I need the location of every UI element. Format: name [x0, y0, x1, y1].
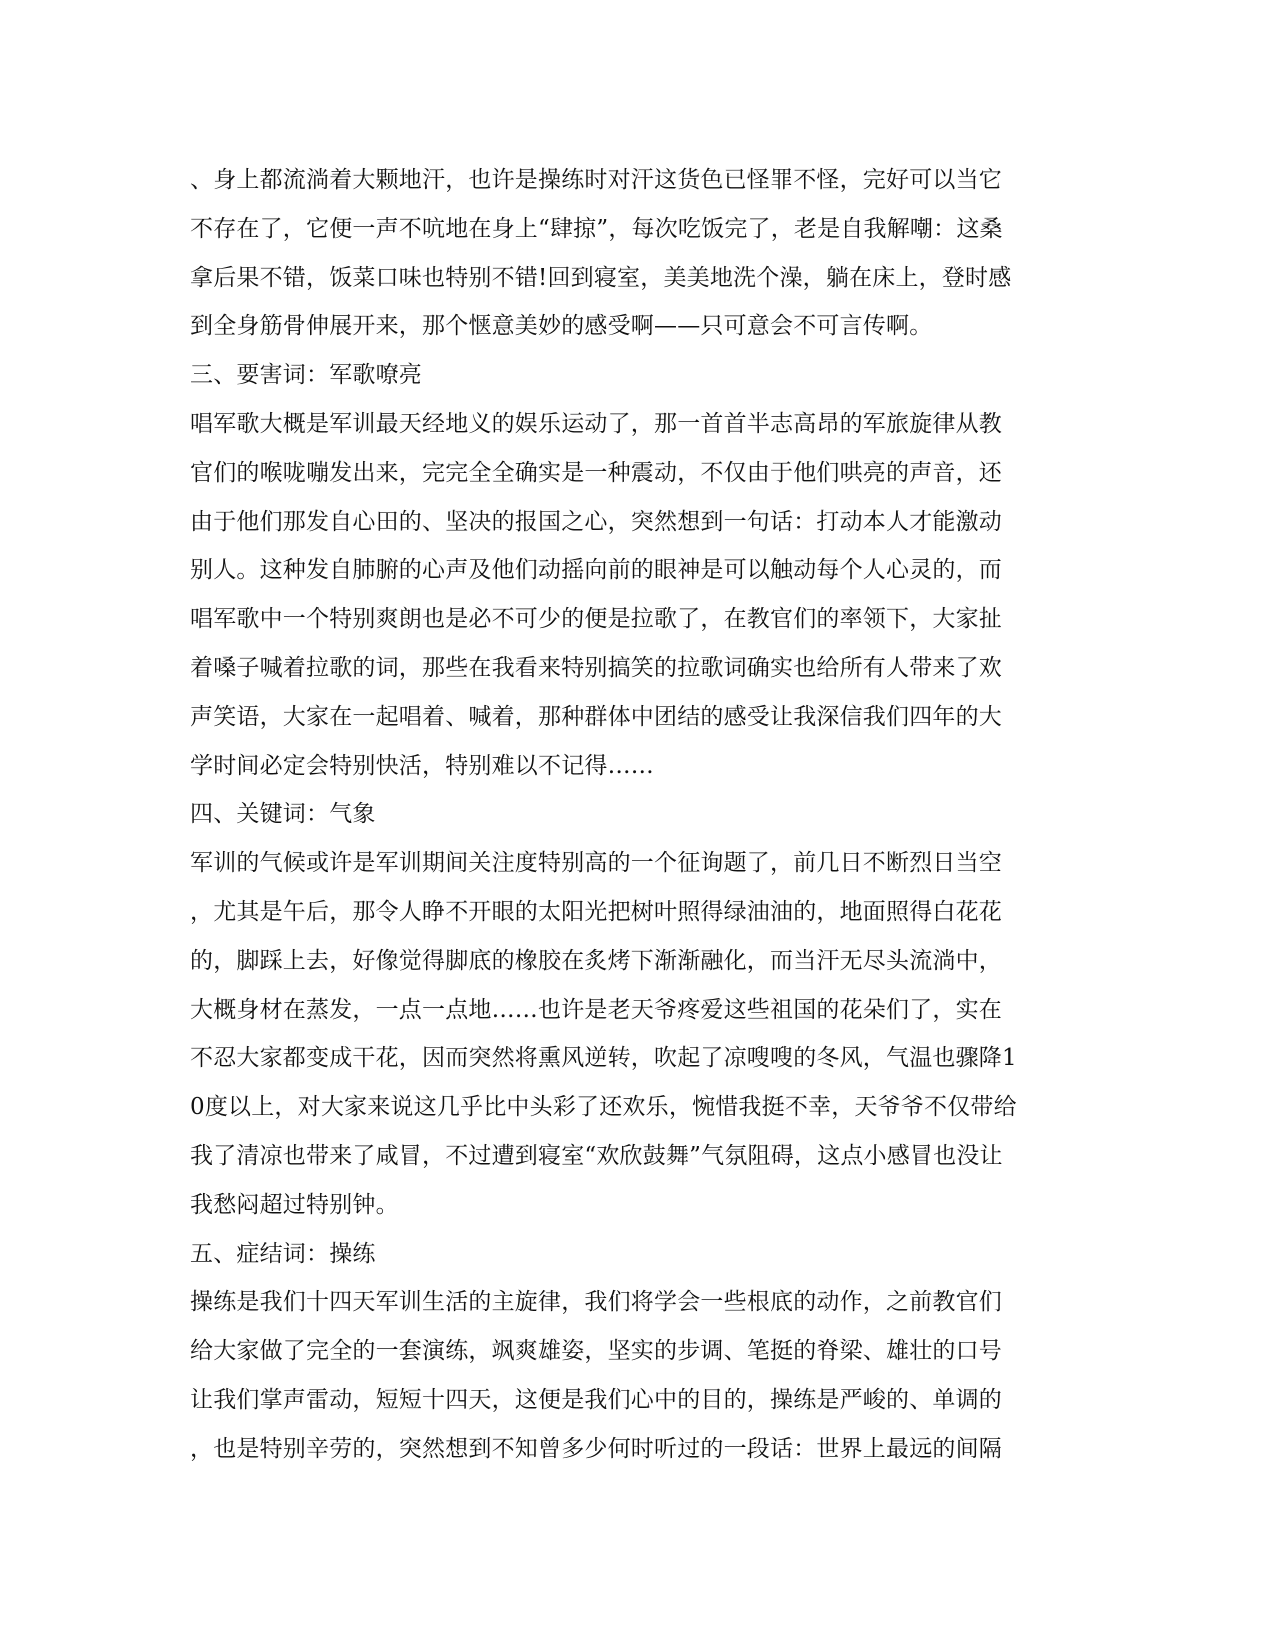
- paragraph-line: 我愁闷超过特别钟。: [190, 1191, 399, 1218]
- paragraph-line: 拿后果不错，饭菜口味也特别不错!回到寝室，美美地洗个澡，躺在床上，登时感: [190, 264, 1012, 291]
- paragraph-line: 操练是我们十四天军训生活的主旋律，我们将学会一些根底的动作，之前教官们: [190, 1289, 1002, 1316]
- paragraph-line: 到全身筋骨伸展开来，那个惬意美妙的感受啊——只可意会不可言传啊。: [190, 313, 933, 340]
- section-heading-military-songs: 三、要害词：军歌嘹亮: [190, 362, 422, 389]
- paragraph-line: 官们的喉咙嘣发出来，完完全全确实是一种震动，不仅由于他们哄亮的声音，还: [190, 459, 1002, 486]
- paragraph-line: 0度以上，对大家来说这几乎比中头彩了还欢乐，惋惜我挺不幸，天爷爷不仅带给: [190, 1094, 1017, 1121]
- paragraph-line: 别人。这种发自肺腑的心声及他们动摇向前的眼神是可以触动每个人心灵的，而: [190, 557, 1002, 584]
- paragraph-line: 不存在了，它便一声不吭地在身上“肆掠”，每次吃饭完了，老是自我解嘲：这桑: [190, 215, 1003, 242]
- paragraph-line: 让我们掌声雷动，短短十四天，这便是我们心中的目的，操练是严峻的、单调的: [190, 1386, 1002, 1413]
- paragraph-line: 我了清凉也带来了咸冒，不过遭到寝室“欢欣鼓舞”气氛阻碍，这点小感冒也没让: [190, 1142, 1003, 1169]
- section-heading-weather: 四、关键词：气象: [190, 801, 376, 828]
- paragraph-line: 不忍大家都变成干花，因而突然将熏风逆转，吹起了凉嗖嗖的冬风，气温也骤降1: [190, 1045, 1017, 1072]
- paragraph-line: 着嗓子喊着拉歌的词，那些在我看来特别搞笑的拉歌词确实也给所有人带来了欢: [190, 654, 1002, 681]
- paragraph-line: 声笑语，大家在一起唱着、喊着，那种群体中团结的感受让我深信我们四年的大: [190, 703, 1002, 730]
- paragraph-line: 由于他们那发自心田的、坚决的报国之心，突然想到一句话：打动本人才能激动: [190, 508, 1002, 535]
- paragraph-line: 学时间必定会特别快活，特别难以不记得……: [190, 752, 654, 779]
- section-heading-drill: 五、症结词：操练: [190, 1240, 376, 1267]
- paragraph-line: ，尤其是午后，那令人睁不开眼的太阳光把树叶照得绿油油的，地面照得白花花: [190, 898, 1002, 925]
- paragraph-line: 给大家做了完全的一套演练，飒爽雄姿，坚实的步调、笔挺的脊梁、雄壮的口号: [190, 1338, 1002, 1365]
- paragraph-line: 的，脚踩上去，好像觉得脚底的橡胶在炙烤下渐渐融化，而当汗无尽头流淌中，: [190, 947, 1002, 974]
- paragraph-line: 、身上都流淌着大颗地汗，也许是操练时对汗这货色已怪罪不怪，完好可以当它: [190, 167, 1002, 193]
- paragraph-line: 军训的气候或许是军训期间关注度特别高的一个征询题了，前几日不断烈日当空: [190, 850, 1002, 877]
- document-body: [190, 156, 1090, 1474]
- paragraph-line: ，也是特别辛劳的，突然想到不知曾多少何时听过的一段话：世界上最远的间隔: [190, 1435, 1002, 1462]
- paragraph-line: 唱军歌中一个特别爽朗也是必不可少的便是拉歌了，在教官们的率领下，大家扯: [190, 606, 1002, 633]
- paragraph-line: 大概身材在蒸发，一点一点地……也许是老天爷疼爱这些祖国的花朵们了，实在: [190, 996, 1002, 1023]
- paragraph-line: 唱军歌大概是军训最天经地义的娱乐运动了，那一首首半志高昂的军旅旋律从教: [190, 410, 1002, 437]
